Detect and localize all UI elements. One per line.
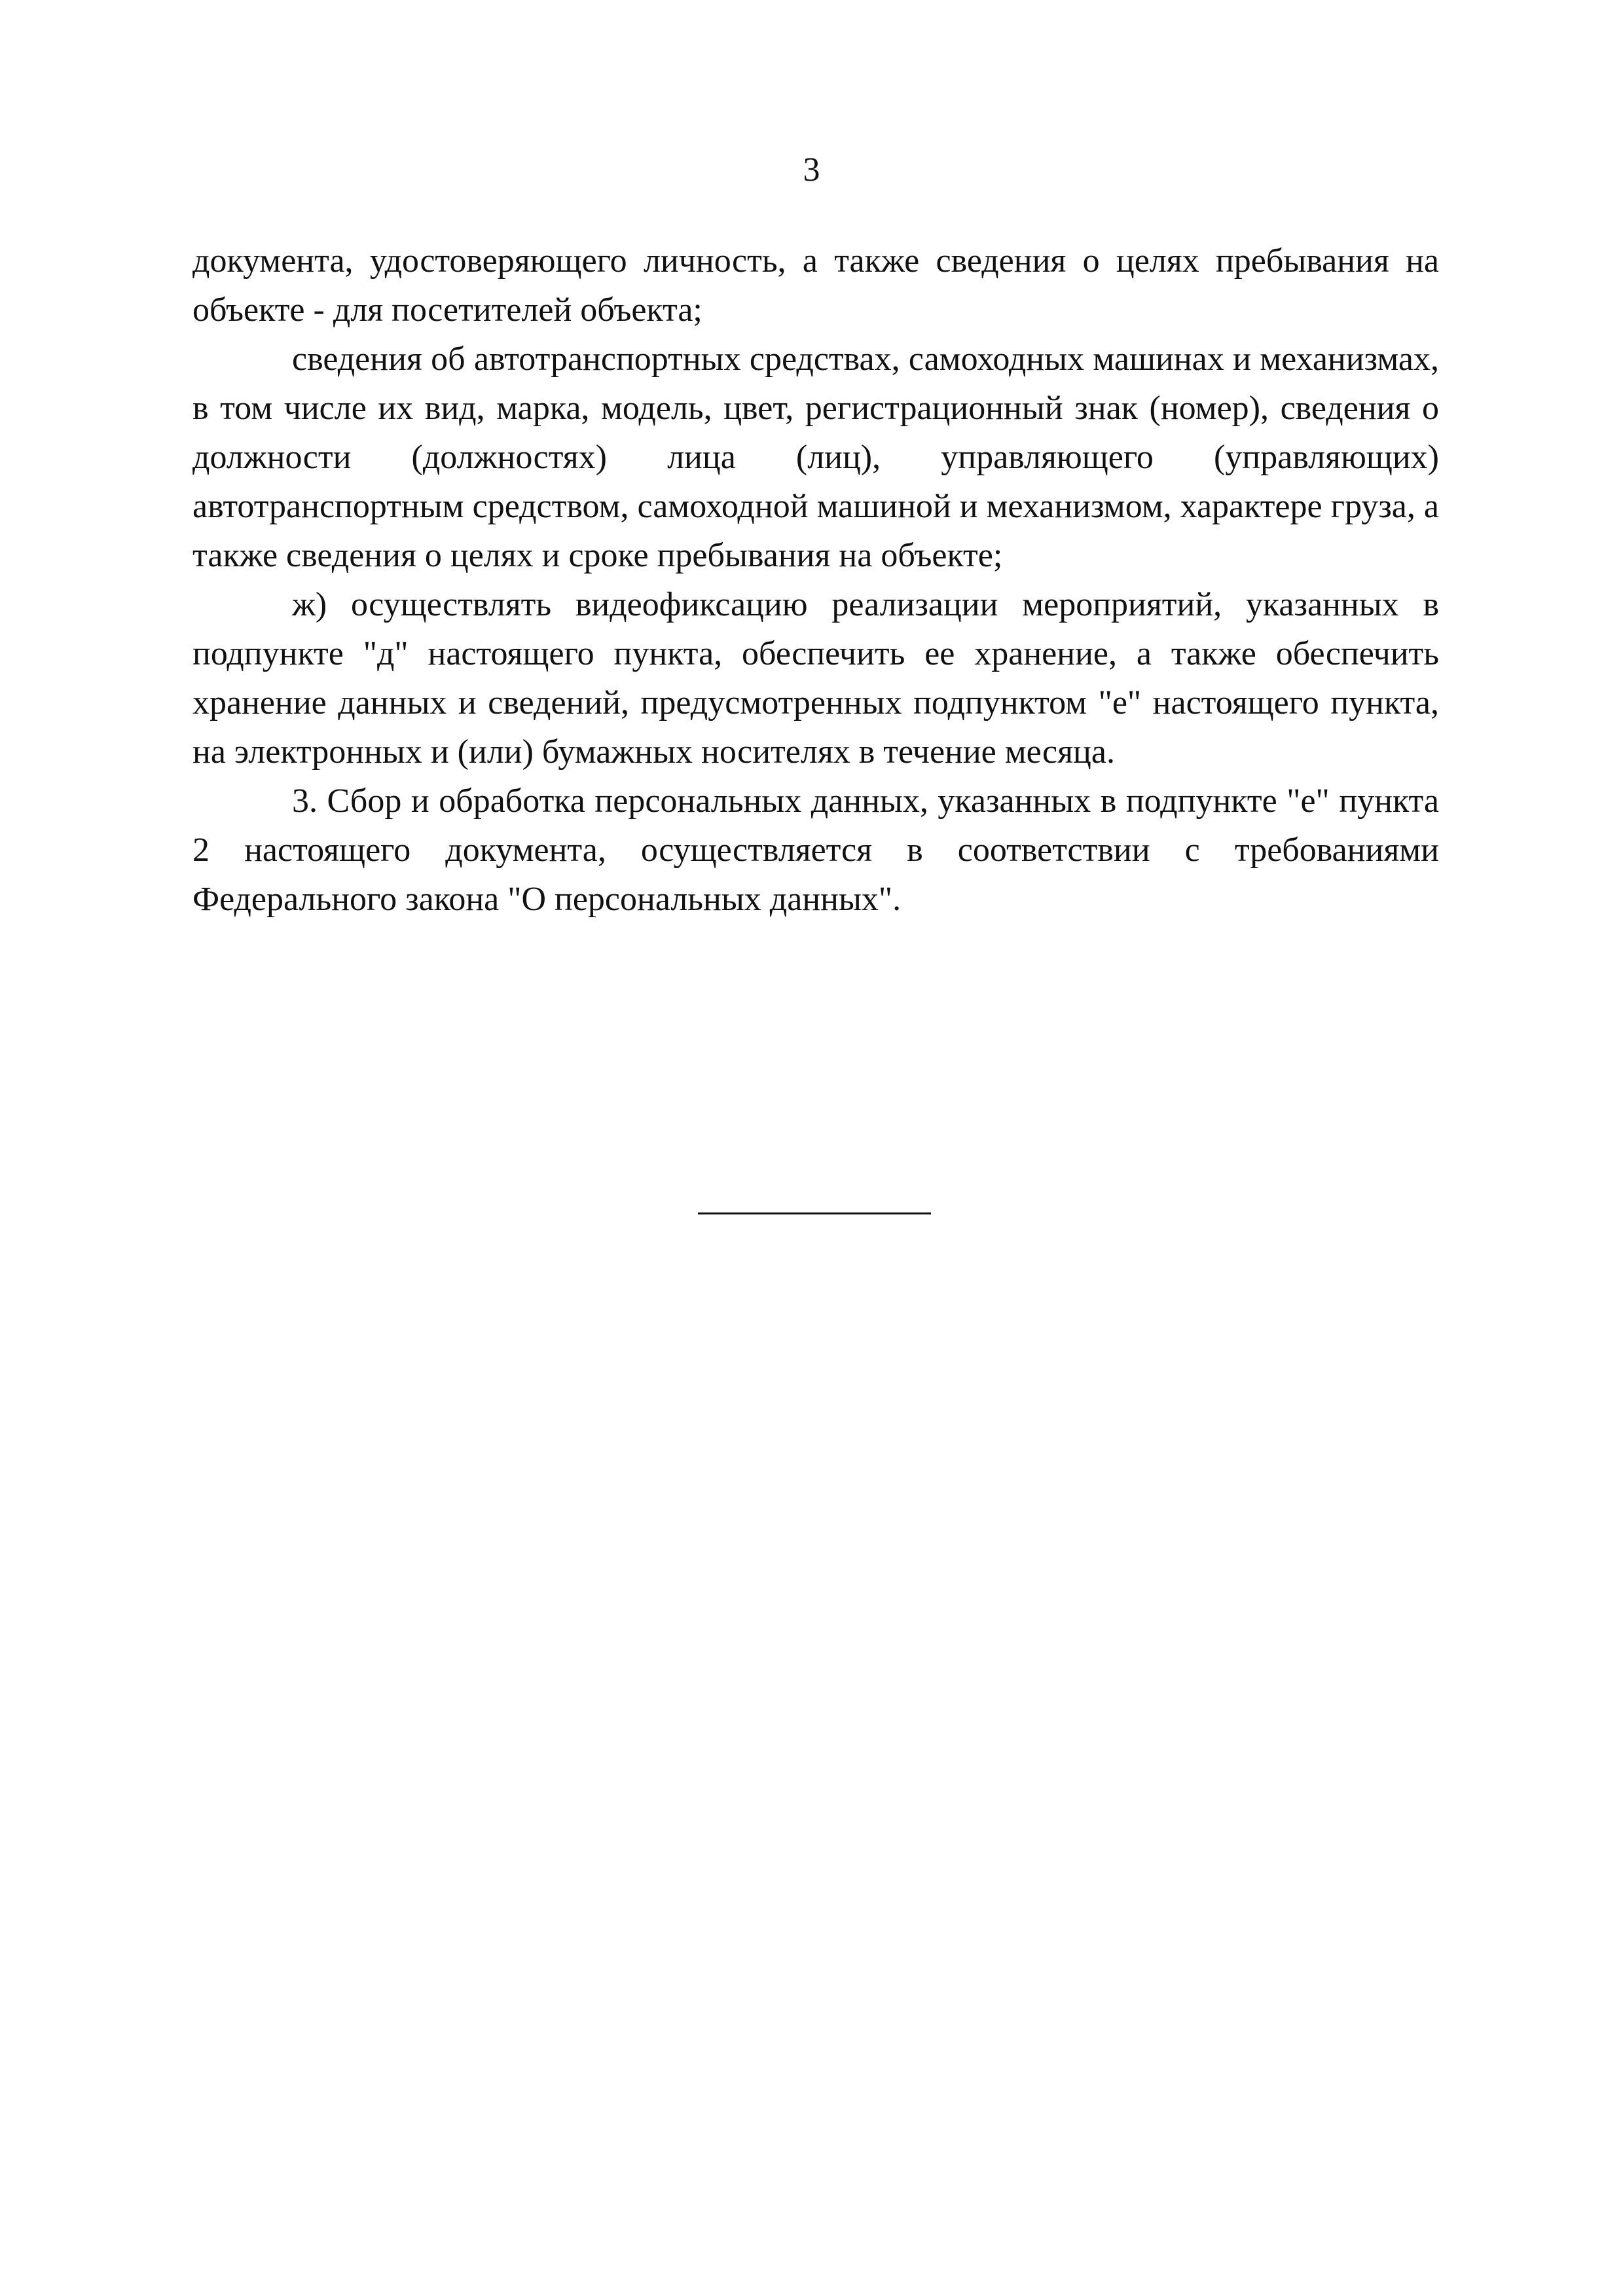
paragraph-vehicle-info: сведения об автотранспортных средствах, самоходных машинах и механизмах, в том числе их вид, марка, модель, цвет, регистрационный знак (номер), сведения о должности (должностях) лица (лиц), управляющего (управляющих) автотранспортным средством, самоходной машиной и механизмом, характере груза, а также сведения о целях и сроке пребывания на объекте; [192,340,1439,574]
paragraph-item-zh: ж) осуществлять видеофиксацию реализации мероприятий, указанных в подпункте "д" настоящего пункта, обеспечить ее хранение, а также обеспечить хранение данных и сведений, предусмотренных подпунктом "е" настоящего пункта, на электронных и (или) бумажных носителях в течение месяца. [192,586,1439,771]
end-of-document-rule [698,1212,931,1214]
paragraph-continuation: документа, удостоверяющего личность, а также сведения о целях пребывания на объекте - для посетителей объекта; [192,242,1439,329]
paragraph-item-3: 3. Сбор и обработка персональных данных, указанных в подпункте "е" пункта 2 настоящего документа, осуществляется в соответствии с требованиями Федерального закона "О персональных данных". [192,782,1439,918]
document-body [192,236,1439,924]
page-number: 3 [803,151,820,189]
